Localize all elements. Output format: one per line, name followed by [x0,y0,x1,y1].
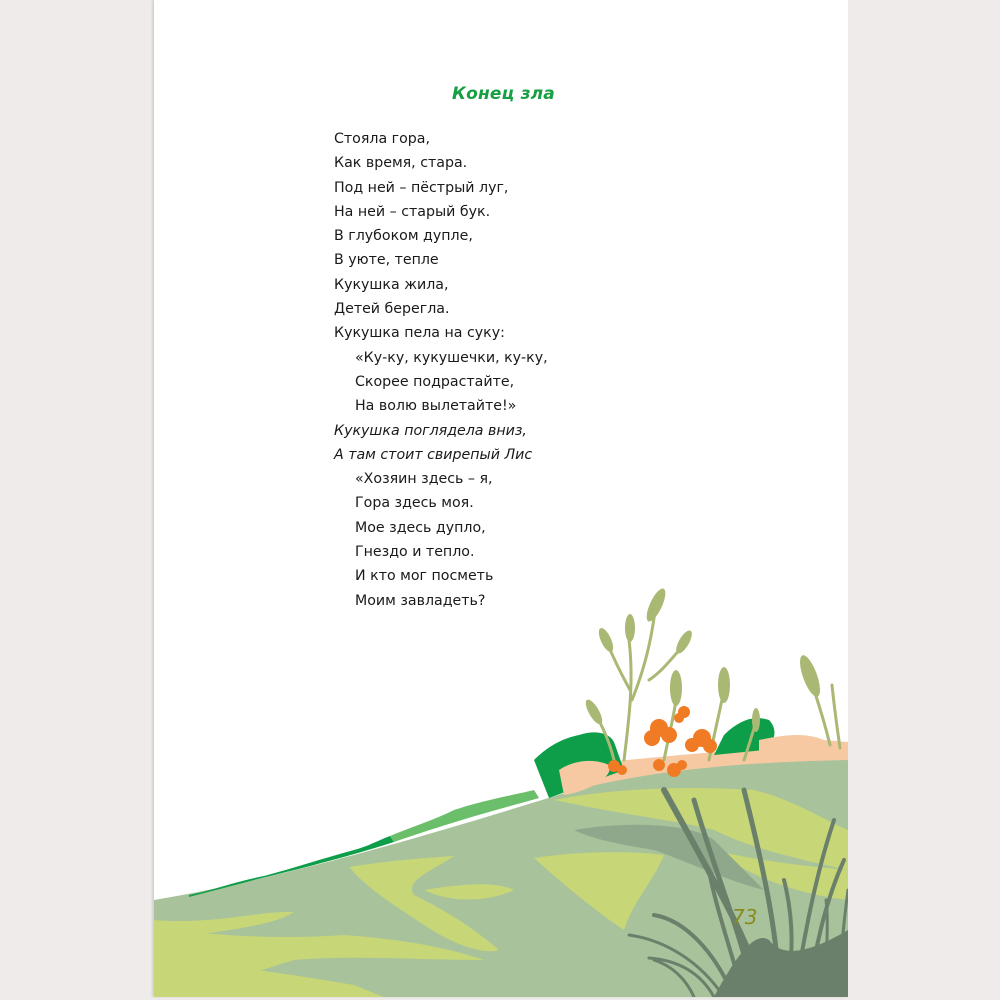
poem-body [334,127,548,613]
poem-line: Кукушка жила, [334,276,449,293]
poem-line: Моим завладеть? [355,592,486,609]
poem-line: Детей берегла. [334,301,450,318]
poem-line: Мое здесь дупло, [355,519,486,536]
poem-line: Под ней – пёстрый луг, [334,179,509,196]
poem-line: «Хозяин здесь – я, [355,471,493,488]
poem-line: «Ку-ку, кукушечки, ку-ку, [355,349,548,366]
poem-line: На волю вылетайте!» [355,398,517,415]
poem-line: Кукушка поглядела вниз, [334,422,527,439]
poem-line: Гнездо и тепло. [355,544,475,561]
poem-line: Кукушка пела на суку: [334,325,505,342]
poem-line: Гора здесь моя. [355,495,474,512]
poem-line: И кто мог посметь [355,568,494,585]
poem-line: На ней – старый бук. [334,203,491,220]
poem-line: А там стоит свирепый Лис [334,446,533,463]
poem-line: Стояла гора, [334,131,431,147]
poem-line: В уюте, тепле [334,252,439,269]
poem-line: Как время, стара. [334,155,468,172]
poem-title: Конец зла [452,84,555,104]
book-page [154,0,848,997]
poem-line: Скорее подрастайте, [355,373,515,390]
page-number: 73 [732,905,758,929]
poem-line: В глубоком дупле, [334,228,473,245]
